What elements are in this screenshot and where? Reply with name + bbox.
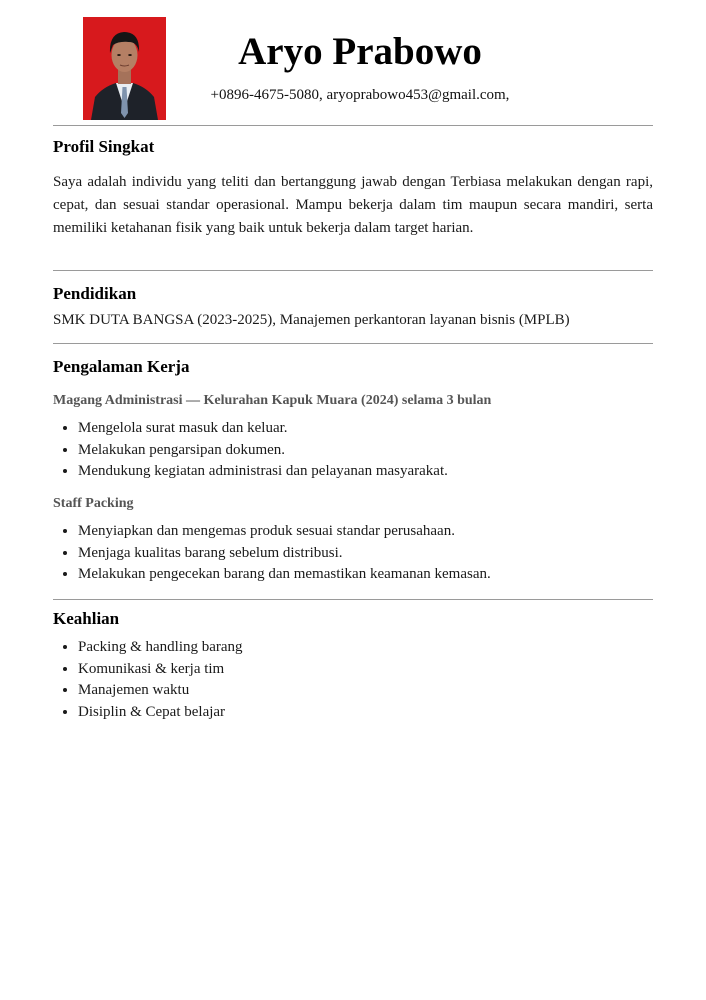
section-title-skills: Keahlian <box>53 609 120 628</box>
contact-info: +0896-4675-5080, aryoprabowo453@gmail.com, <box>210 87 510 103</box>
profile-text: Saya adalah individu yang teliti dan bertanggung jawab dengan Terbiasa melakukan dengan rapi, cepat, dan sesuai standar operasional. Mampu bekerja dalam tim maupun secara mandiri, serta memiliki ketahanan fisik yang baik untuk bekerja dalam target harian. <box>53 174 653 236</box>
section-title-profile: Profil Singkat <box>53 137 155 156</box>
list-item: • Melakukan pengecekan barang dan memastikan keamanan kemasan. <box>78 564 491 586</box>
list-item: • Mengelola surat masuk dan keluar. <box>78 418 448 440</box>
education-text: SMK DUTA BANGSA (2023-2025), Manajemen perkantoran layanan bisnis (MPLB) <box>53 312 570 328</box>
list-item: • Mendukung kegiatan administrasi dan pelayanan masyarakat. <box>78 461 448 483</box>
job-duties-list <box>53 418 448 483</box>
section-title-experience: Pengalaman Kerja <box>53 357 190 376</box>
skills-list <box>53 637 243 723</box>
divider <box>53 599 653 600</box>
list-item: • Menjaga kualitas barang sebelum distribusi. <box>78 543 491 565</box>
job-title: Magang Administrasi — Kelurahan Kapuk Muara (2024) selama 3 bulan <box>53 393 492 408</box>
section-title-education: Pendidikan <box>53 284 137 303</box>
list-item: • Manajemen waktu <box>78 680 243 702</box>
divider <box>53 125 653 126</box>
job-title: Staff Packing <box>53 496 134 511</box>
divider <box>53 270 653 271</box>
list-item: • Komunikasi & kerja tim <box>78 659 243 681</box>
list-item: • Melakukan pengarsipan dokumen. <box>78 440 448 462</box>
candidate-name: Aryo Prabowo <box>238 30 482 73</box>
profile-photo <box>83 17 166 120</box>
list-item: • Menyiapkan dan mengemas produk sesuai standar perusahaan. <box>78 521 491 543</box>
job-duties-list <box>53 521 491 586</box>
divider <box>53 343 653 344</box>
list-item: • Packing & handling barang <box>78 637 243 659</box>
list-item: • Disiplin & Cepat belajar <box>78 702 243 724</box>
